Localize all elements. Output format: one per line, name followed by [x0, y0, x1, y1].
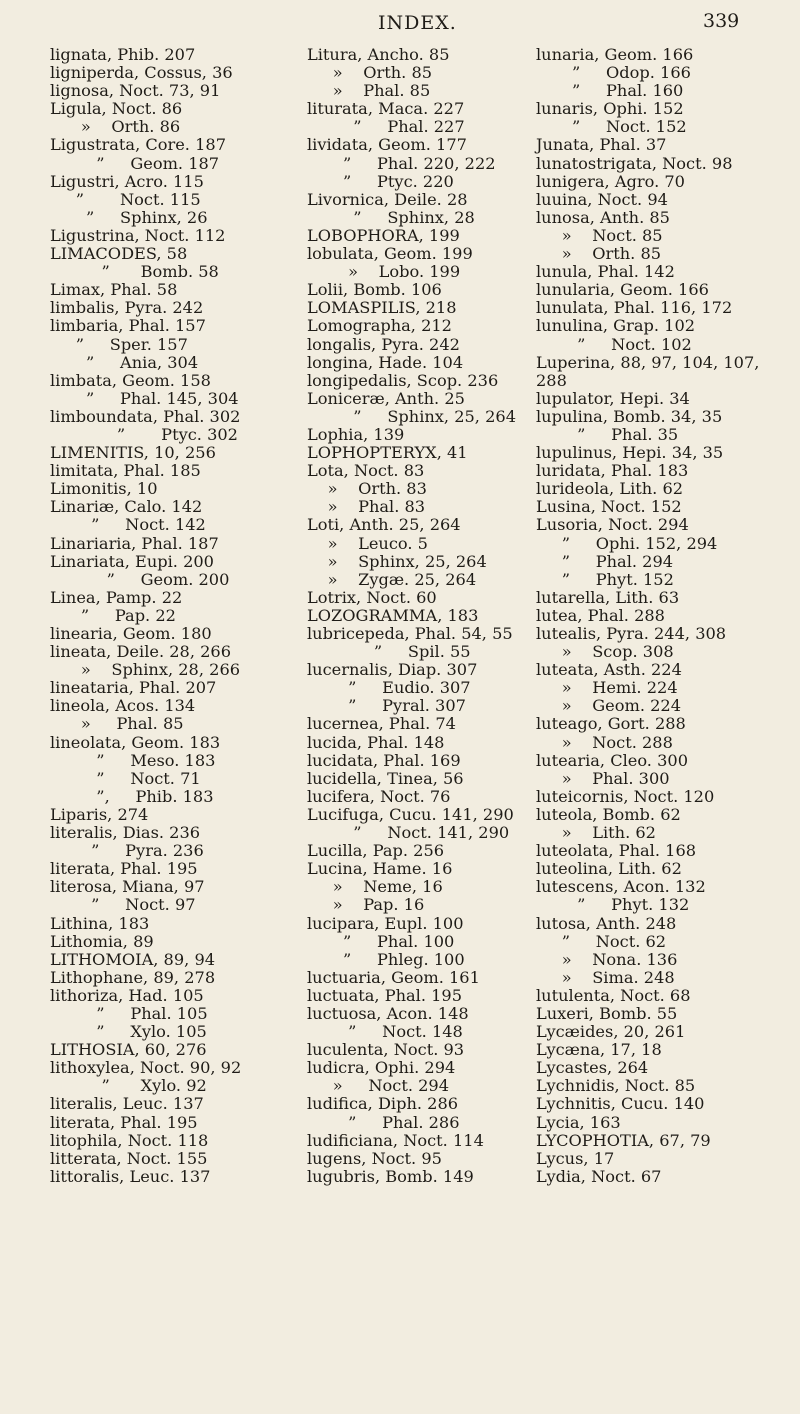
index-entry: Lithophane, 89, 278	[50, 967, 216, 987]
index-entry: ” Xylo. 105	[50, 1022, 207, 1042]
index-entry: litterata, Noct. 155	[50, 1148, 208, 1168]
index-entry: ” Ophi. 152, 294	[536, 533, 718, 553]
index-entry: ” Geom. 187	[50, 153, 220, 173]
index-entry: luteago, Gort. 288	[536, 714, 686, 734]
index-entry: lineata, Deile. 28, 266	[50, 642, 232, 662]
index-entry: ” Sphinx, 26	[50, 207, 208, 227]
index-entry: Linariæ, Calo. 142	[50, 497, 203, 517]
index-entry: lunulata, Phal. 116, 172	[536, 298, 733, 318]
index-entry: luctuosa, Acon. 148	[307, 1003, 469, 1023]
index-entry: Lucifuga, Cucu. 141, 290	[307, 804, 514, 824]
index-entry: » Phal. 83	[307, 497, 426, 517]
index-entry: lunigera, Agro. 70	[536, 171, 685, 191]
index-entry: lupulator, Hepi. 34	[536, 388, 690, 408]
index-entry: Lusina, Noct. 152	[536, 497, 682, 517]
index-entry: LIMENITIS, 10, 256	[50, 443, 216, 463]
index-entry: luteicornis, Noct. 120	[536, 786, 715, 806]
index-column-right	[536, 46, 798, 1186]
index-entry: ” Phal. 294	[536, 551, 674, 571]
index-entry: ”, Phib. 183	[50, 786, 214, 806]
index-entry: ” Ania, 304	[50, 352, 199, 372]
index-entry: LOBOPHORA, 199	[307, 225, 460, 245]
index-entry: luculenta, Noct. 93	[307, 1040, 465, 1060]
index-entry: LYCOPHOTIA, 67, 79	[536, 1130, 711, 1150]
index-entry: lucidata, Phal. 169	[307, 750, 461, 770]
index-entry: ” Phal. 227	[307, 117, 465, 137]
index-entry: luridata, Phal. 183	[536, 461, 689, 481]
index-entry: Lucina, Hame. 16	[307, 859, 453, 879]
index-entry: lunaria, Geom. 166	[536, 45, 694, 64]
index-entry: 288	[536, 370, 567, 390]
index-entry: ” Sphinx, 25, 264	[307, 406, 516, 426]
index-entry: » Zygæ. 25, 264	[307, 569, 477, 589]
index-entry: Linea, Pamp. 22	[50, 587, 183, 607]
index-entry: Ligustrina, Noct. 112	[50, 225, 226, 245]
index-entry: ” Noct. 141, 290	[307, 823, 510, 843]
index-entry: lunula, Phal. 142	[536, 262, 675, 282]
index-entry: ” Noct. 142	[50, 515, 206, 535]
index-entry: Lusoria, Noct. 294	[536, 515, 689, 535]
index-entry: Lycus, 17	[536, 1148, 615, 1168]
index-entry: » Scop. 308	[536, 642, 674, 662]
index-entry: Luxeri, Bomb. 55	[536, 1003, 678, 1023]
index-entry: lutea, Phal. 288	[536, 605, 665, 625]
index-entry: Lycæides, 20, 261	[536, 1022, 686, 1042]
index-column-left	[50, 46, 312, 1186]
index-entry: lobulata, Geom. 199	[307, 244, 473, 264]
index-entry: Lycastes, 264	[536, 1058, 649, 1078]
index-entry: Lomographa, 212	[307, 316, 452, 336]
index-entry: ” Phal. 286	[307, 1112, 460, 1132]
index-entry: » Sima. 248	[536, 967, 675, 987]
index-entry: lividata, Geom. 177	[307, 135, 467, 155]
index-entry: ” Ptyc. 220	[307, 171, 454, 191]
index-entry: » Orth. 83	[307, 479, 427, 499]
index-entry: » Noct. 288	[536, 732, 673, 752]
index-entry: Livornica, Deile. 28	[307, 189, 468, 209]
index-entry: lunulina, Grap. 102	[536, 316, 696, 336]
index-entry: limboundata, Phal. 302	[50, 406, 241, 426]
index-entry: limbata, Geom. 158	[50, 370, 211, 390]
index-entry: luteola, Bomb. 62	[536, 804, 681, 824]
running-head: INDEX.	[378, 12, 457, 34]
index-entry: ” Phal. 145, 304	[50, 388, 239, 408]
index-entry: luctuata, Phal. 195	[307, 985, 463, 1005]
index-entry: lineataria, Phal. 207	[50, 678, 217, 698]
index-entry: luteata, Asth. 224	[536, 660, 682, 680]
index-entry: Lophia, 139	[307, 424, 405, 444]
index-entry: » Neme, 16	[307, 877, 443, 897]
index-entry: » Sphinx, 28, 266	[50, 660, 241, 680]
index-entry: ” Noct. 152	[536, 117, 687, 137]
index-entry: ligniperda, Cossus, 36	[50, 63, 233, 83]
index-entry: Lydia, Noct. 67	[536, 1166, 662, 1186]
index-entry: » Orth. 85	[536, 244, 662, 264]
index-entry: literalis, Leuc. 137	[50, 1094, 204, 1114]
index-entry: ” Sper. 157	[50, 334, 188, 354]
index-entry: lucernalis, Diap. 307	[307, 660, 478, 680]
index-entry: ludifica, Diph. 286	[307, 1094, 459, 1114]
index-entry: lugens, Noct. 95	[307, 1148, 442, 1168]
index-entry: lucida, Phal. 148	[307, 732, 445, 752]
index-entry: Litura, Ancho. 85	[307, 45, 450, 64]
index-entry: » Phal. 300	[536, 768, 670, 788]
index-entry: Ligustrata, Core. 187	[50, 135, 226, 155]
index-entry: ” Phal. 100	[307, 931, 455, 951]
index-entry: lucidella, Tinea, 56	[307, 768, 464, 788]
index-entry: ” Ptyc. 302	[50, 424, 238, 444]
index-entry: lithoriza, Had. 105	[50, 985, 204, 1005]
index-entry: luteolina, Lith. 62	[536, 859, 682, 879]
index-entry: lunatostrigata, Noct. 98	[536, 153, 733, 173]
index-entry: lucifera, Noct. 76	[307, 786, 451, 806]
index-entry: ” Noct. 62	[536, 931, 667, 951]
index-entry: ” Phyt. 152	[536, 569, 674, 589]
index-entry: LITHOMOIA, 89, 94	[50, 949, 216, 969]
index-entry: LITHOSIA, 60, 276	[50, 1040, 207, 1060]
index-entry: ” Bomb. 58	[50, 262, 219, 282]
index-entry: » Geom. 224	[536, 696, 682, 716]
index-entry: lucernea, Phal. 74	[307, 714, 456, 734]
index-entry: literosa, Miana, 97	[50, 877, 205, 897]
index-entry: lutulenta, Noct. 68	[536, 985, 691, 1005]
index-entry: limitata, Phal. 185	[50, 461, 201, 481]
index-entry: ” Phal. 35	[536, 424, 679, 444]
index-entry: Luperina, 88, 97, 104, 107,	[536, 352, 760, 372]
index-entry: Lychnidis, Noct. 85	[536, 1076, 696, 1096]
index-entry: Loniceræ, Anth. 25	[307, 388, 465, 408]
index-entry: ” Eudio. 307	[307, 678, 471, 698]
index-entry: LOPHOPTERYX, 41	[307, 443, 468, 463]
index-entry: » Pap. 16	[307, 895, 425, 915]
index-entry: liturata, Maca. 227	[307, 99, 465, 119]
index-entry: Ligula, Noct. 86	[50, 99, 183, 119]
index-entry: » Leuco. 5	[307, 533, 428, 553]
index-entry: » Lith. 62	[536, 823, 656, 843]
index-entry: » Noct. 294	[307, 1076, 450, 1096]
index-entry: ” Phleg. 100	[307, 949, 465, 969]
index-entry: » Noct. 85	[536, 225, 663, 245]
index-entry: Limax, Phal. 58	[50, 280, 178, 300]
index-entry: longalis, Pyra. 242	[307, 334, 460, 354]
page-header	[0, 0, 800, 40]
index-entry: ” Noct. 115	[50, 189, 201, 209]
index-entry: Liparis, 274	[50, 804, 149, 824]
index-entry: Lycia, 163	[536, 1112, 621, 1132]
index-entry: lithoxylea, Noct. 90, 92	[50, 1058, 242, 1078]
index-entry: Lithina, 183	[50, 913, 150, 933]
index-entry: lutarella, Lith. 63	[536, 587, 680, 607]
index-entry: ” Sphinx, 28	[307, 207, 475, 227]
index-entry: LIMACODES, 58	[50, 244, 188, 264]
index-entry: Limonitis, 10	[50, 479, 158, 499]
index-entry: Linariaria, Phal. 187	[50, 533, 219, 553]
page-number: 339	[703, 10, 740, 32]
index-entry: lunosa, Anth. 85	[536, 207, 670, 227]
index-entry: literalis, Dias. 236	[50, 823, 201, 843]
index-entry: ” Pyra. 236	[50, 841, 204, 861]
index-entry: lignata, Phib. 207	[50, 45, 196, 64]
index-entry: lupulina, Bomb. 34, 35	[536, 406, 723, 426]
index-entry: lineolata, Geom. 183	[50, 732, 221, 752]
index-entry: litophila, Noct. 118	[50, 1130, 209, 1150]
index-entry: Ligustri, Acro. 115	[50, 171, 204, 191]
index-entry: ” Noct. 148	[307, 1022, 463, 1042]
index-entry: ” Noct. 97	[50, 895, 196, 915]
index-entry: longipedalis, Scop. 236	[307, 370, 499, 390]
index-entry: » Phal. 85	[50, 714, 184, 734]
index-entry: Lota, Noct. 83	[307, 461, 425, 481]
index-entry: ” Noct. 71	[50, 768, 201, 788]
index-entry: lurideola, Lith. 62	[536, 479, 684, 499]
index-entry: limbalis, Pyra. 242	[50, 298, 204, 318]
index-entry: luuina, Noct. 94	[536, 189, 668, 209]
index-entry: literata, Phal. 195	[50, 1112, 198, 1132]
index-entry: lugubris, Bomb. 149	[307, 1166, 474, 1186]
index-entry: lineola, Acos. 134	[50, 696, 196, 716]
index-entry: » Orth. 86	[50, 117, 181, 137]
index-entry: ” Phyt. 132	[536, 895, 690, 915]
index-entry: » Phal. 85	[307, 81, 431, 101]
index-entry: lutescens, Acon. 132	[536, 877, 706, 897]
index-entry: ” Phal. 105	[50, 1003, 208, 1023]
index-entry: Linariata, Eupi. 200	[50, 551, 214, 571]
index-entry: lunaris, Ophi. 152	[536, 99, 684, 119]
index-entry: lutosa, Anth. 248	[536, 913, 677, 933]
index-entry: LOMASPILIS, 218	[307, 298, 457, 318]
index-entry: » Nona. 136	[536, 949, 678, 969]
index-entry: ludicra, Ophi. 294	[307, 1058, 456, 1078]
index-entry: ” Spil. 55	[307, 642, 471, 662]
index-entry: lubricepeda, Phal. 54, 55	[307, 624, 513, 643]
index-entry: LOZOGRAMMA, 183	[307, 605, 479, 625]
index-entry: ” Odop. 166	[536, 63, 691, 83]
index-entry: ” Noct. 102	[536, 334, 692, 354]
index-entry: lunularia, Geom. 166	[536, 280, 709, 300]
index-entry: Junata, Phal. 37	[536, 135, 667, 155]
index-entry: lucipara, Eupl. 100	[307, 913, 464, 933]
index-entry: littoralis, Leuc. 137	[50, 1166, 211, 1186]
index-entry: Lithomia, 89	[50, 931, 154, 951]
index-entry: ” Xylo. 92	[50, 1076, 207, 1096]
index-entry: Lolii, Bomb. 106	[307, 280, 442, 300]
index-entry: ” Phal. 160	[536, 81, 684, 101]
index-entry: Lycæna, 17, 18	[536, 1040, 662, 1060]
index-entry: ” Geom. 200	[50, 569, 230, 589]
index-column-middle	[307, 46, 569, 1186]
index-entry: literata, Phal. 195	[50, 859, 198, 879]
index-entry: ” Pap. 22	[50, 605, 176, 625]
index-entry: Lucilla, Pap. 256	[307, 841, 445, 861]
index-entry: lupulinus, Hepi. 34, 35	[536, 443, 724, 463]
index-entry: longina, Hade. 104	[307, 352, 464, 372]
index-entry: ludificiana, Noct. 114	[307, 1130, 484, 1150]
index-entry: » Sphinx, 25, 264	[307, 551, 487, 571]
index-entry: limbaria, Phal. 157	[50, 316, 206, 336]
index-entry: » Orth. 85	[307, 63, 433, 83]
index-entry: ” Meso. 183	[50, 750, 216, 770]
index-entry: luteolata, Phal. 168	[536, 841, 697, 861]
index-entry: Lychnitis, Cucu. 140	[536, 1094, 705, 1114]
index-entry: lutealis, Pyra. 244, 308	[536, 624, 727, 643]
index-entry: Lotrix, Noct. 60	[307, 587, 437, 607]
index-entry: lignosa, Noct. 73, 91	[50, 81, 221, 101]
index-entry: Loti, Anth. 25, 264	[307, 515, 461, 535]
index-entry: » Lobo. 199	[307, 262, 461, 282]
index-entry: linearia, Geom. 180	[50, 624, 212, 643]
index-entry: luctuaria, Geom. 161	[307, 967, 480, 987]
index-entry: ” Pyral. 307	[307, 696, 466, 716]
index-entry: ” Phal. 220, 222	[307, 153, 496, 173]
index-entry: lutearia, Cleo. 300	[536, 750, 688, 770]
index-entry: » Hemi. 224	[536, 678, 678, 698]
